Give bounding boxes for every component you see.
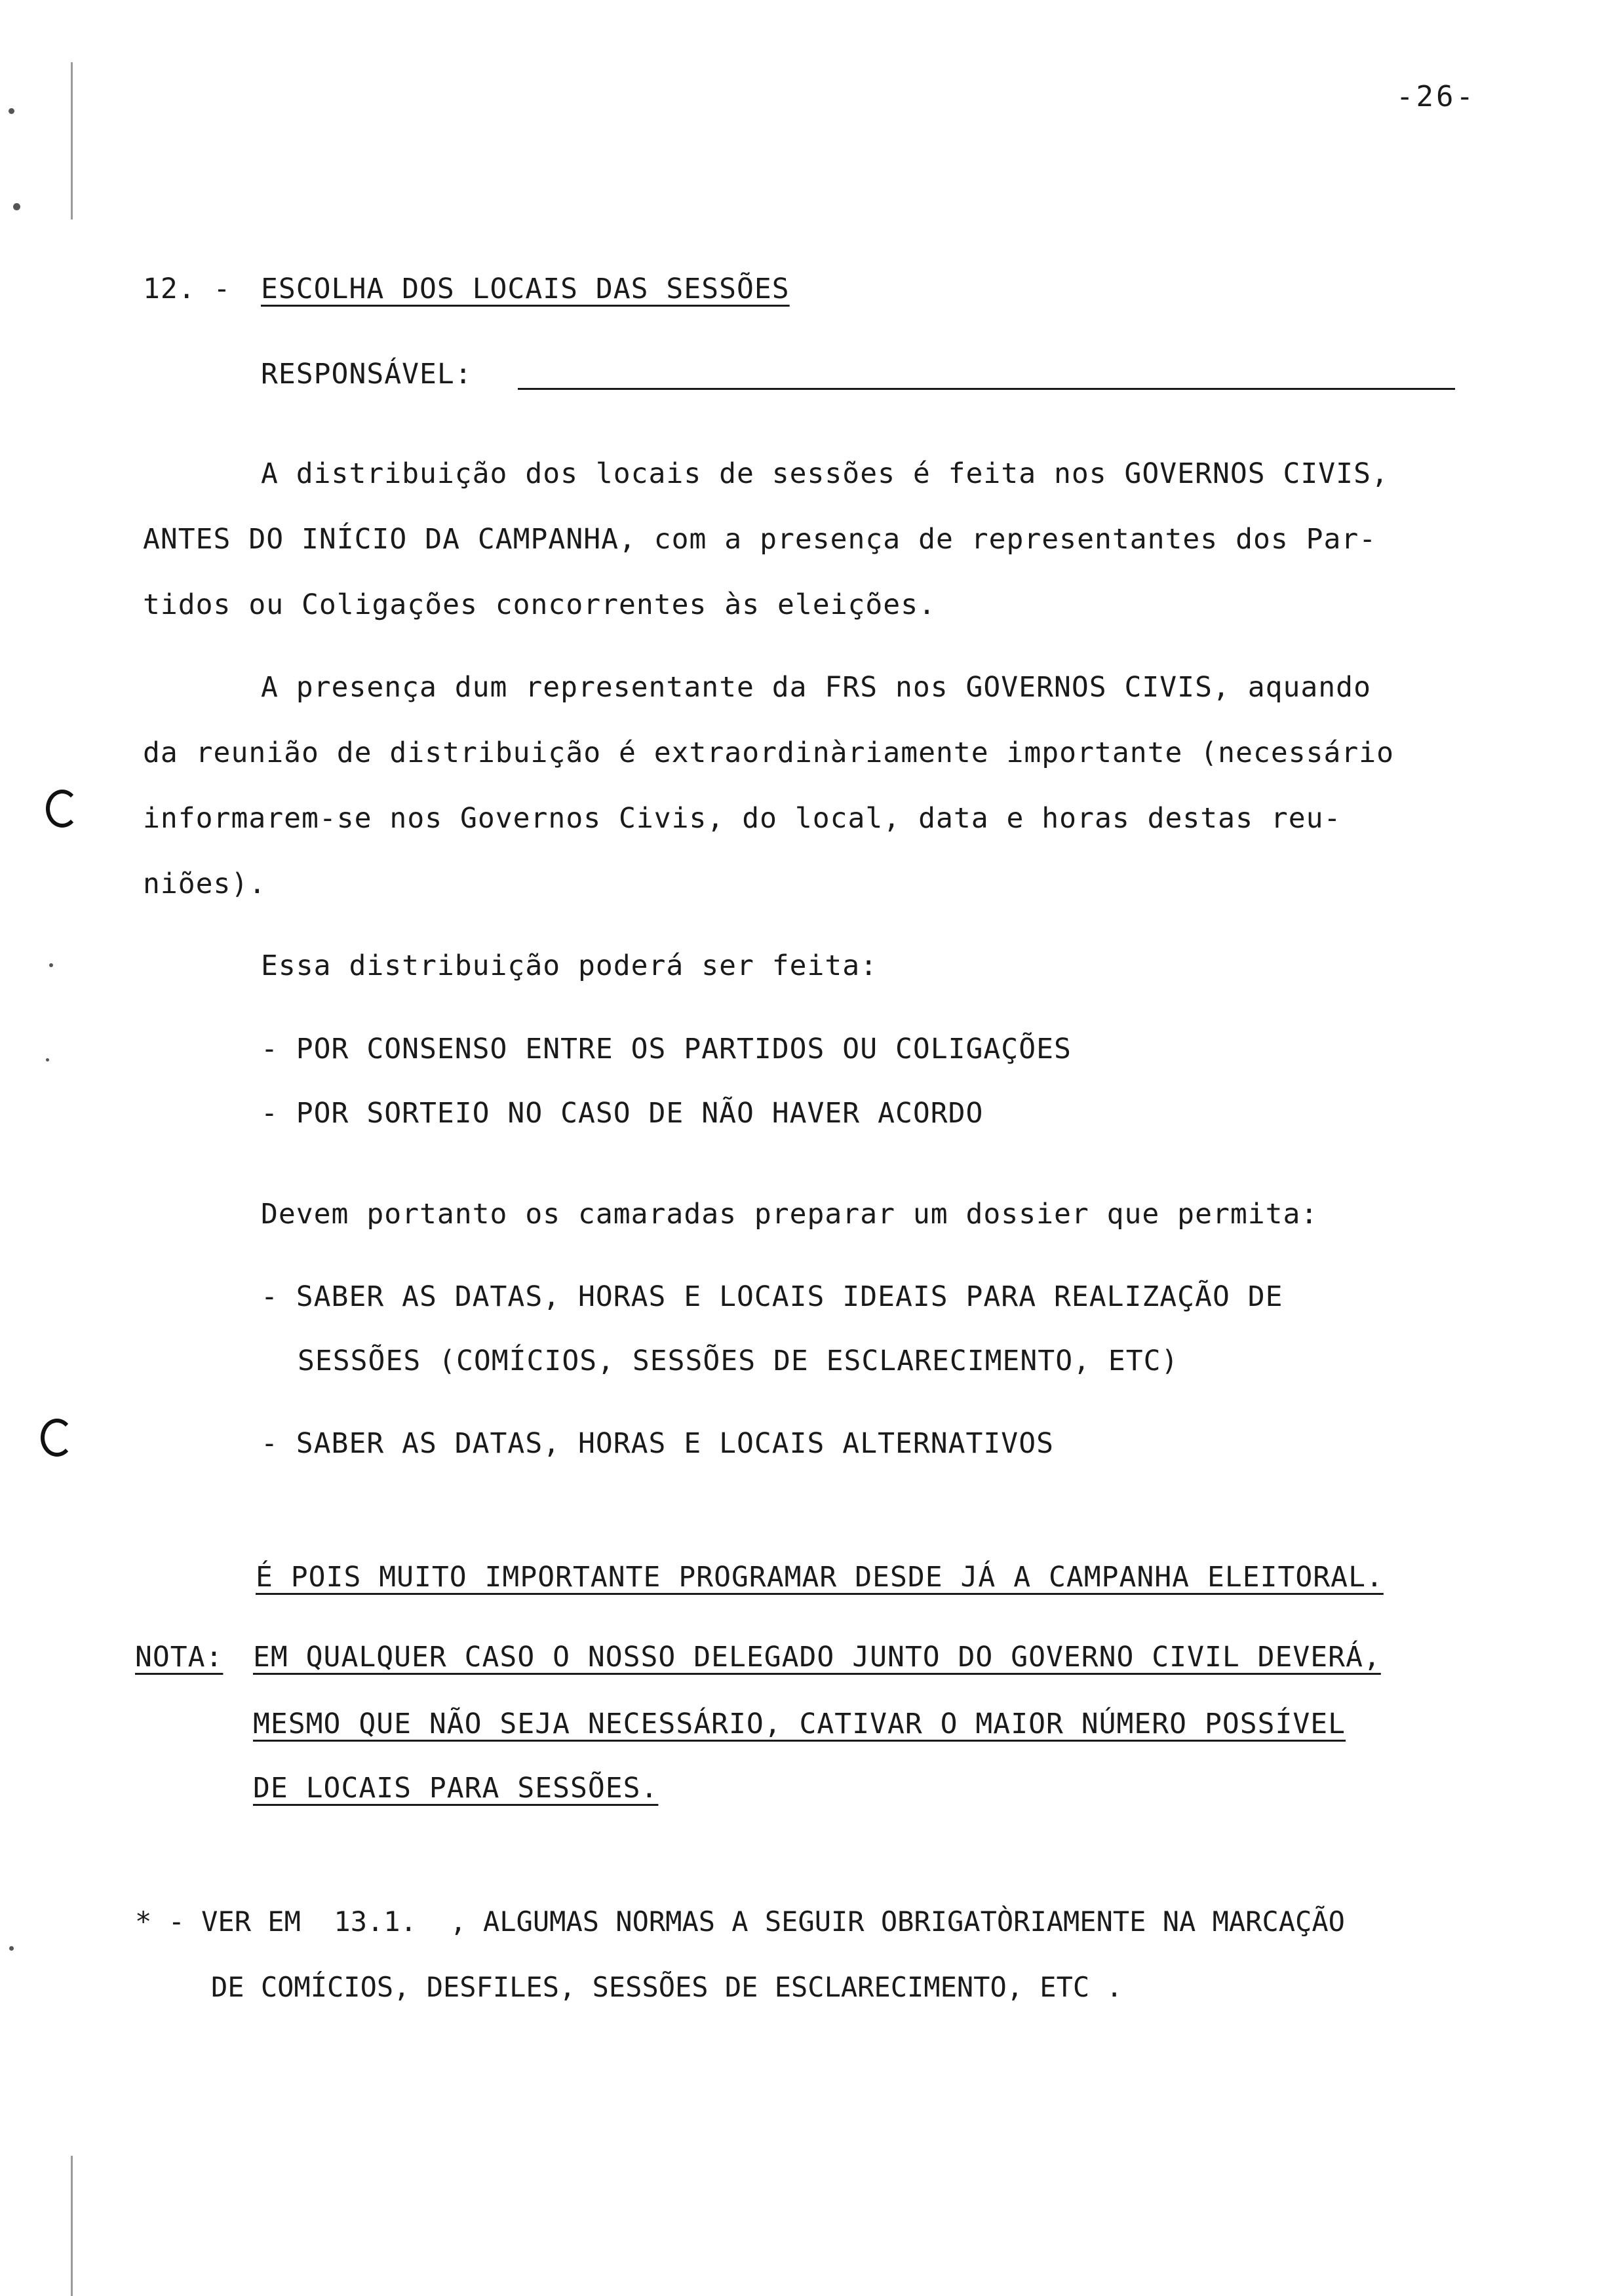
- scan-speck: [13, 203, 20, 210]
- paragraph-4: Devem portanto os camaradas preparar um dossier que permita:: [261, 1198, 1319, 1231]
- nota-line-1: EM QUALQUER CASO O NOSSO DELEGADO JUNTO DO GOVERNO CIVIL DEVERÁ,: [253, 1641, 1381, 1674]
- list-item-consenso: - POR CONSENSO ENTRE OS PARTIDOS OU COLIGAÇÕES: [261, 1033, 1072, 1065]
- emphasis-statement: É POIS MUITO IMPORTANTE PROGRAMAR DESDE JÁ A CAMPANHA ELEITORAL.: [256, 1561, 1384, 1594]
- binder-hole-mark: [41, 1419, 73, 1457]
- scan-speck: [9, 108, 14, 114]
- paragraph-2-line-4: niões).: [143, 868, 267, 900]
- paragraph-1-line-2: ANTES DO INÍCIO DA CAMPANHA, com a presença de representantes dos Par-: [143, 523, 1377, 556]
- scan-speck: [49, 963, 53, 967]
- paragraph-2-line-1: A presença dum representante da FRS nos GOVERNOS CIVIS, aquando: [261, 671, 1371, 704]
- list-item-sorteio: - POR SORTEIO NO CASO DE NÃO HAVER ACORDO: [261, 1097, 984, 1130]
- scan-speck: [46, 1058, 49, 1062]
- binder-hole-mark: [46, 790, 79, 828]
- footnote-line-1: * - VER EM 13.1. , ALGUMAS NORMAS A SEGUIR OBRIGATÒRIAMENTE NA MARCAÇÃO: [135, 1905, 1345, 1938]
- responsible-blank-line: [518, 388, 1455, 390]
- list-item-alternativos: - SABER AS DATAS, HORAS E LOCAIS ALTERNATIVOS: [261, 1427, 1054, 1460]
- footnote-line-2: DE COMÍCIOS, DESFILES, SESSÕES DE ESCLARECIMENTO, ETC .: [211, 1971, 1123, 2003]
- section-title: ESCOLHA DOS LOCAIS DAS SESSÕES: [261, 273, 790, 305]
- paragraph-2-line-2: da reunião de distribuição é extraordinàriamente importante (necessário: [143, 737, 1395, 769]
- list-item-ideais-line-2: SESSÕES (COMÍCIOS, SESSÕES DE ESCLARECIMENTO, ETC): [298, 1345, 1179, 1377]
- scan-speck: [9, 1946, 14, 1951]
- paragraph-1-line-3: tidos ou Coligações concorrentes às eleições.: [143, 588, 936, 621]
- nota-line-3: DE LOCAIS PARA SESSÕES.: [253, 1772, 659, 1805]
- page-number: -26-: [1396, 80, 1476, 113]
- section-number: 12. -: [143, 273, 231, 305]
- nota-line-2: MESMO QUE NÃO SEJA NECESSÁRIO, CATIVAR O MAIOR NÚMERO POSSÍVEL: [253, 1708, 1346, 1740]
- responsible-label: RESPONSÁVEL:: [261, 358, 473, 391]
- paragraph-3: Essa distribuição poderá ser feita:: [261, 949, 878, 982]
- left-margin-rule-bottom: [71, 2156, 73, 2296]
- paragraph-1-line-1: A distribuição dos locais de sessões é feita nos GOVERNOS CIVIS,: [261, 457, 1389, 490]
- paragraph-2-line-3: informarem-se nos Governos Civis, do local, data e horas destas reu-: [143, 802, 1342, 835]
- list-item-ideais-line-1: - SABER AS DATAS, HORAS E LOCAIS IDEAIS PARA REALIZAÇÃO DE: [261, 1280, 1283, 1313]
- left-margin-rule-top: [71, 62, 73, 220]
- nota-label: NOTA:: [135, 1641, 224, 1674]
